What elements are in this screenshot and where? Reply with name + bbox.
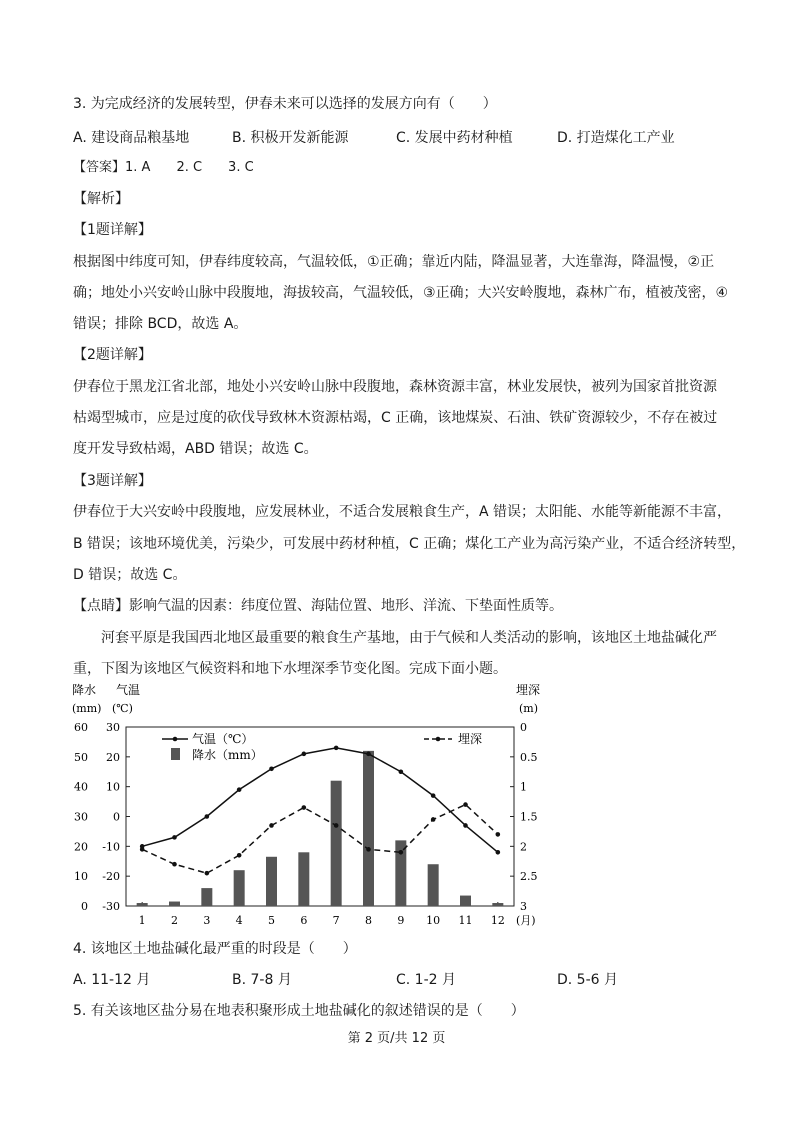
precip-bar: [169, 902, 180, 906]
legend-temp-marker: [173, 737, 178, 742]
precip-bar: [201, 888, 212, 906]
depth-axis-unit: (m): [519, 702, 539, 715]
precip-tick-label: 40: [74, 780, 88, 794]
q3-option-d: D. 打造煤化工产业: [557, 130, 675, 146]
temp-tick-label: 10: [106, 780, 120, 794]
precip-axis-label: 降水: [72, 683, 97, 697]
temp-tick-label: 30: [106, 721, 120, 734]
precip-bar: [363, 751, 374, 906]
depth-point: [366, 847, 371, 852]
q3-option-a: A. 建设商品粮基地: [73, 130, 190, 146]
q4-stem: 4. 该地区土地盐碱化最严重的时段是（ ）: [73, 941, 357, 957]
q4-option-c: C. 1-2 月: [396, 972, 456, 988]
q4-option-d: D. 5-6 月: [557, 972, 618, 988]
depth-line: [142, 805, 498, 874]
precip-bar: [492, 903, 503, 906]
depth-point: [172, 862, 177, 867]
temp-tick-label: -10: [102, 840, 120, 854]
tip-label: 【点睛】: [73, 598, 129, 614]
precip-bar: [460, 896, 471, 906]
precip-bar: [234, 870, 245, 906]
detail1-line: 根据图中纬度可知，伊春纬度较高，气温较低，①正确；靠近内陆，降温显著，大连靠海，降温慢，②正: [73, 254, 715, 270]
legend-depth-label: 埋深: [458, 732, 483, 746]
q3-option-c: C. 发展中药材种植: [396, 130, 513, 146]
answer-label: 【答案】: [73, 160, 126, 175]
legend-precip-swatch: [171, 748, 180, 760]
depth-tick-label: 1: [520, 780, 527, 794]
depth-tick-label: 0: [520, 721, 527, 734]
legend-precip-label: 降水（mm）: [192, 748, 263, 762]
answer-line: [73, 158, 254, 178]
q4-option-b: B. 7-8 月: [232, 972, 292, 988]
x-tick-label: 4: [235, 914, 243, 927]
temp-tick-label: -30: [102, 900, 120, 913]
legend-depth-marker: [436, 737, 441, 742]
detail3-line: 伊春位于大兴安岭中段腹地，应发展林业，不适合发展粮食生产，A 错误；太阳能、水能等新能源不丰富，: [73, 504, 732, 520]
x-tick-label: 3: [203, 914, 211, 927]
tip-text: 影响气温的因素：纬度位置、海陆位置、地形、洋流、下垫面性质等。: [129, 598, 563, 614]
detail3-line: D 错误；故选 C。: [73, 567, 187, 583]
precip-bar: [428, 864, 439, 906]
x-tick-label: 1: [138, 914, 146, 927]
temp-point: [431, 793, 436, 798]
temp-point: [172, 835, 177, 840]
temp-point: [237, 787, 242, 792]
precip-tick-label: 0: [81, 900, 88, 913]
x-tick-label: 11: [458, 914, 473, 927]
depth-point: [496, 832, 501, 837]
detail3-line: B 错误；该地环境优美，污染少，可发展中药材种植，C 正确；煤化工产业为高污染产业，不适合经济转型，: [73, 536, 746, 552]
temp-tick-label: -20: [102, 870, 120, 884]
temp-tick-label: 0: [113, 810, 120, 824]
temp-axis-label: 气温: [116, 683, 141, 697]
precip-bar: [298, 852, 309, 906]
climate-depth-chart: [66, 680, 546, 930]
depth-tick-label: 1.5: [520, 810, 538, 824]
detail2-label: 【2题详解】: [73, 347, 152, 363]
analysis-label: 【解析】: [73, 191, 129, 207]
temp-point: [463, 823, 468, 828]
x-tick-label: 5: [268, 914, 275, 927]
precip-bar: [331, 781, 342, 906]
detail2-line: 枯竭型城市，应是过度的砍伐导致林木资源枯竭，C 正确，该地煤炭、石油、铁矿资源较少，不存在被过: [73, 410, 718, 426]
detail1-line: 错误；排除 BCD，故选 A。: [73, 316, 248, 332]
detail3-label: 【3题详解】: [73, 473, 152, 489]
temp-line: [142, 748, 498, 852]
precip-axis-unit: (mm): [72, 702, 102, 715]
x-tick-label: 10: [426, 914, 441, 927]
precip-bar: [266, 857, 277, 906]
precip-tick-label: 50: [74, 750, 88, 764]
precip-bar: [137, 903, 148, 906]
x-tick-label: 12: [490, 914, 505, 927]
page-footer: 第 2 页/共 12 页: [347, 1031, 446, 1046]
detail1-line: 确；地处小兴安岭山脉中段腹地，海拔较高，气温较低，③正确；大兴安岭腹地，森林广布，植被茂密，④: [73, 285, 729, 301]
q4-option-a: A. 11-12 月: [73, 972, 151, 988]
intro-line: 重，下图为该地区气候资料和地下水埋深季节变化图。完成下面小题。: [73, 661, 507, 677]
temp-point: [302, 752, 307, 757]
depth-tick-label: 0.5: [520, 750, 538, 764]
x-tick-label: 9: [397, 914, 405, 927]
detail2-line: 度开发导致枯竭，ABD 错误；故选 C。: [73, 441, 318, 457]
q3-stem: 3. 为完成经济的发展转型，伊春未来可以选择的发展方向有（ ）: [73, 96, 497, 112]
x-axis-label: (月): [516, 914, 536, 927]
precip-tick-label: 30: [74, 810, 88, 824]
temp-point: [399, 769, 404, 774]
precip-tick-label: 10: [74, 870, 88, 884]
detail2-line: 伊春位于黑龙江省北部，地处小兴安岭山脉中段腹地，森林资源丰富，林业发展快，被列为国家首批资源: [73, 379, 717, 395]
temp-point: [269, 766, 274, 771]
depth-tick-label: 2: [520, 840, 527, 854]
depth-tick-label: 3: [520, 900, 527, 913]
depth-point: [431, 817, 436, 822]
q3-option-b: B. 积极开发新能源: [232, 130, 349, 146]
temp-point: [205, 814, 210, 819]
answer-text: 1. A 2. C 3. C: [125, 160, 254, 175]
depth-point: [399, 850, 404, 855]
depth-point: [334, 823, 339, 828]
x-tick-label: 2: [171, 914, 178, 927]
x-tick-label: 7: [332, 914, 340, 927]
depth-point: [269, 823, 274, 828]
temp-point: [366, 752, 371, 757]
x-tick-label: 8: [365, 914, 372, 927]
depth-point: [237, 853, 242, 858]
temp-point: [496, 850, 501, 855]
temp-axis-unit: (℃): [112, 702, 133, 715]
depth-point: [302, 805, 307, 810]
tip-line: [73, 596, 563, 616]
legend-temp-label: 气温（℃）: [192, 732, 254, 746]
precip-tick-label: 20: [74, 840, 88, 854]
precip-tick-label: 60: [74, 721, 88, 734]
detail1-label: 【1题详解】: [73, 222, 152, 238]
depth-tick-label: 2.5: [520, 870, 538, 884]
depth-axis-label: 埋深: [516, 683, 541, 697]
temp-point: [334, 746, 339, 751]
depth-point: [205, 871, 210, 876]
depth-point: [463, 802, 468, 807]
intro-line: 河套平原是我国西北地区最重要的粮食生产基地，由于气候和人类活动的影响，该地区土地盐碱化严: [101, 630, 717, 646]
q5-stem: 5. 有关该地区盐分易在地表积聚形成土地盐碱化的叙述错误的是（ ）: [73, 1003, 525, 1019]
depth-point: [140, 847, 145, 852]
x-tick-label: 6: [300, 914, 308, 927]
temp-tick-label: 20: [106, 750, 120, 764]
